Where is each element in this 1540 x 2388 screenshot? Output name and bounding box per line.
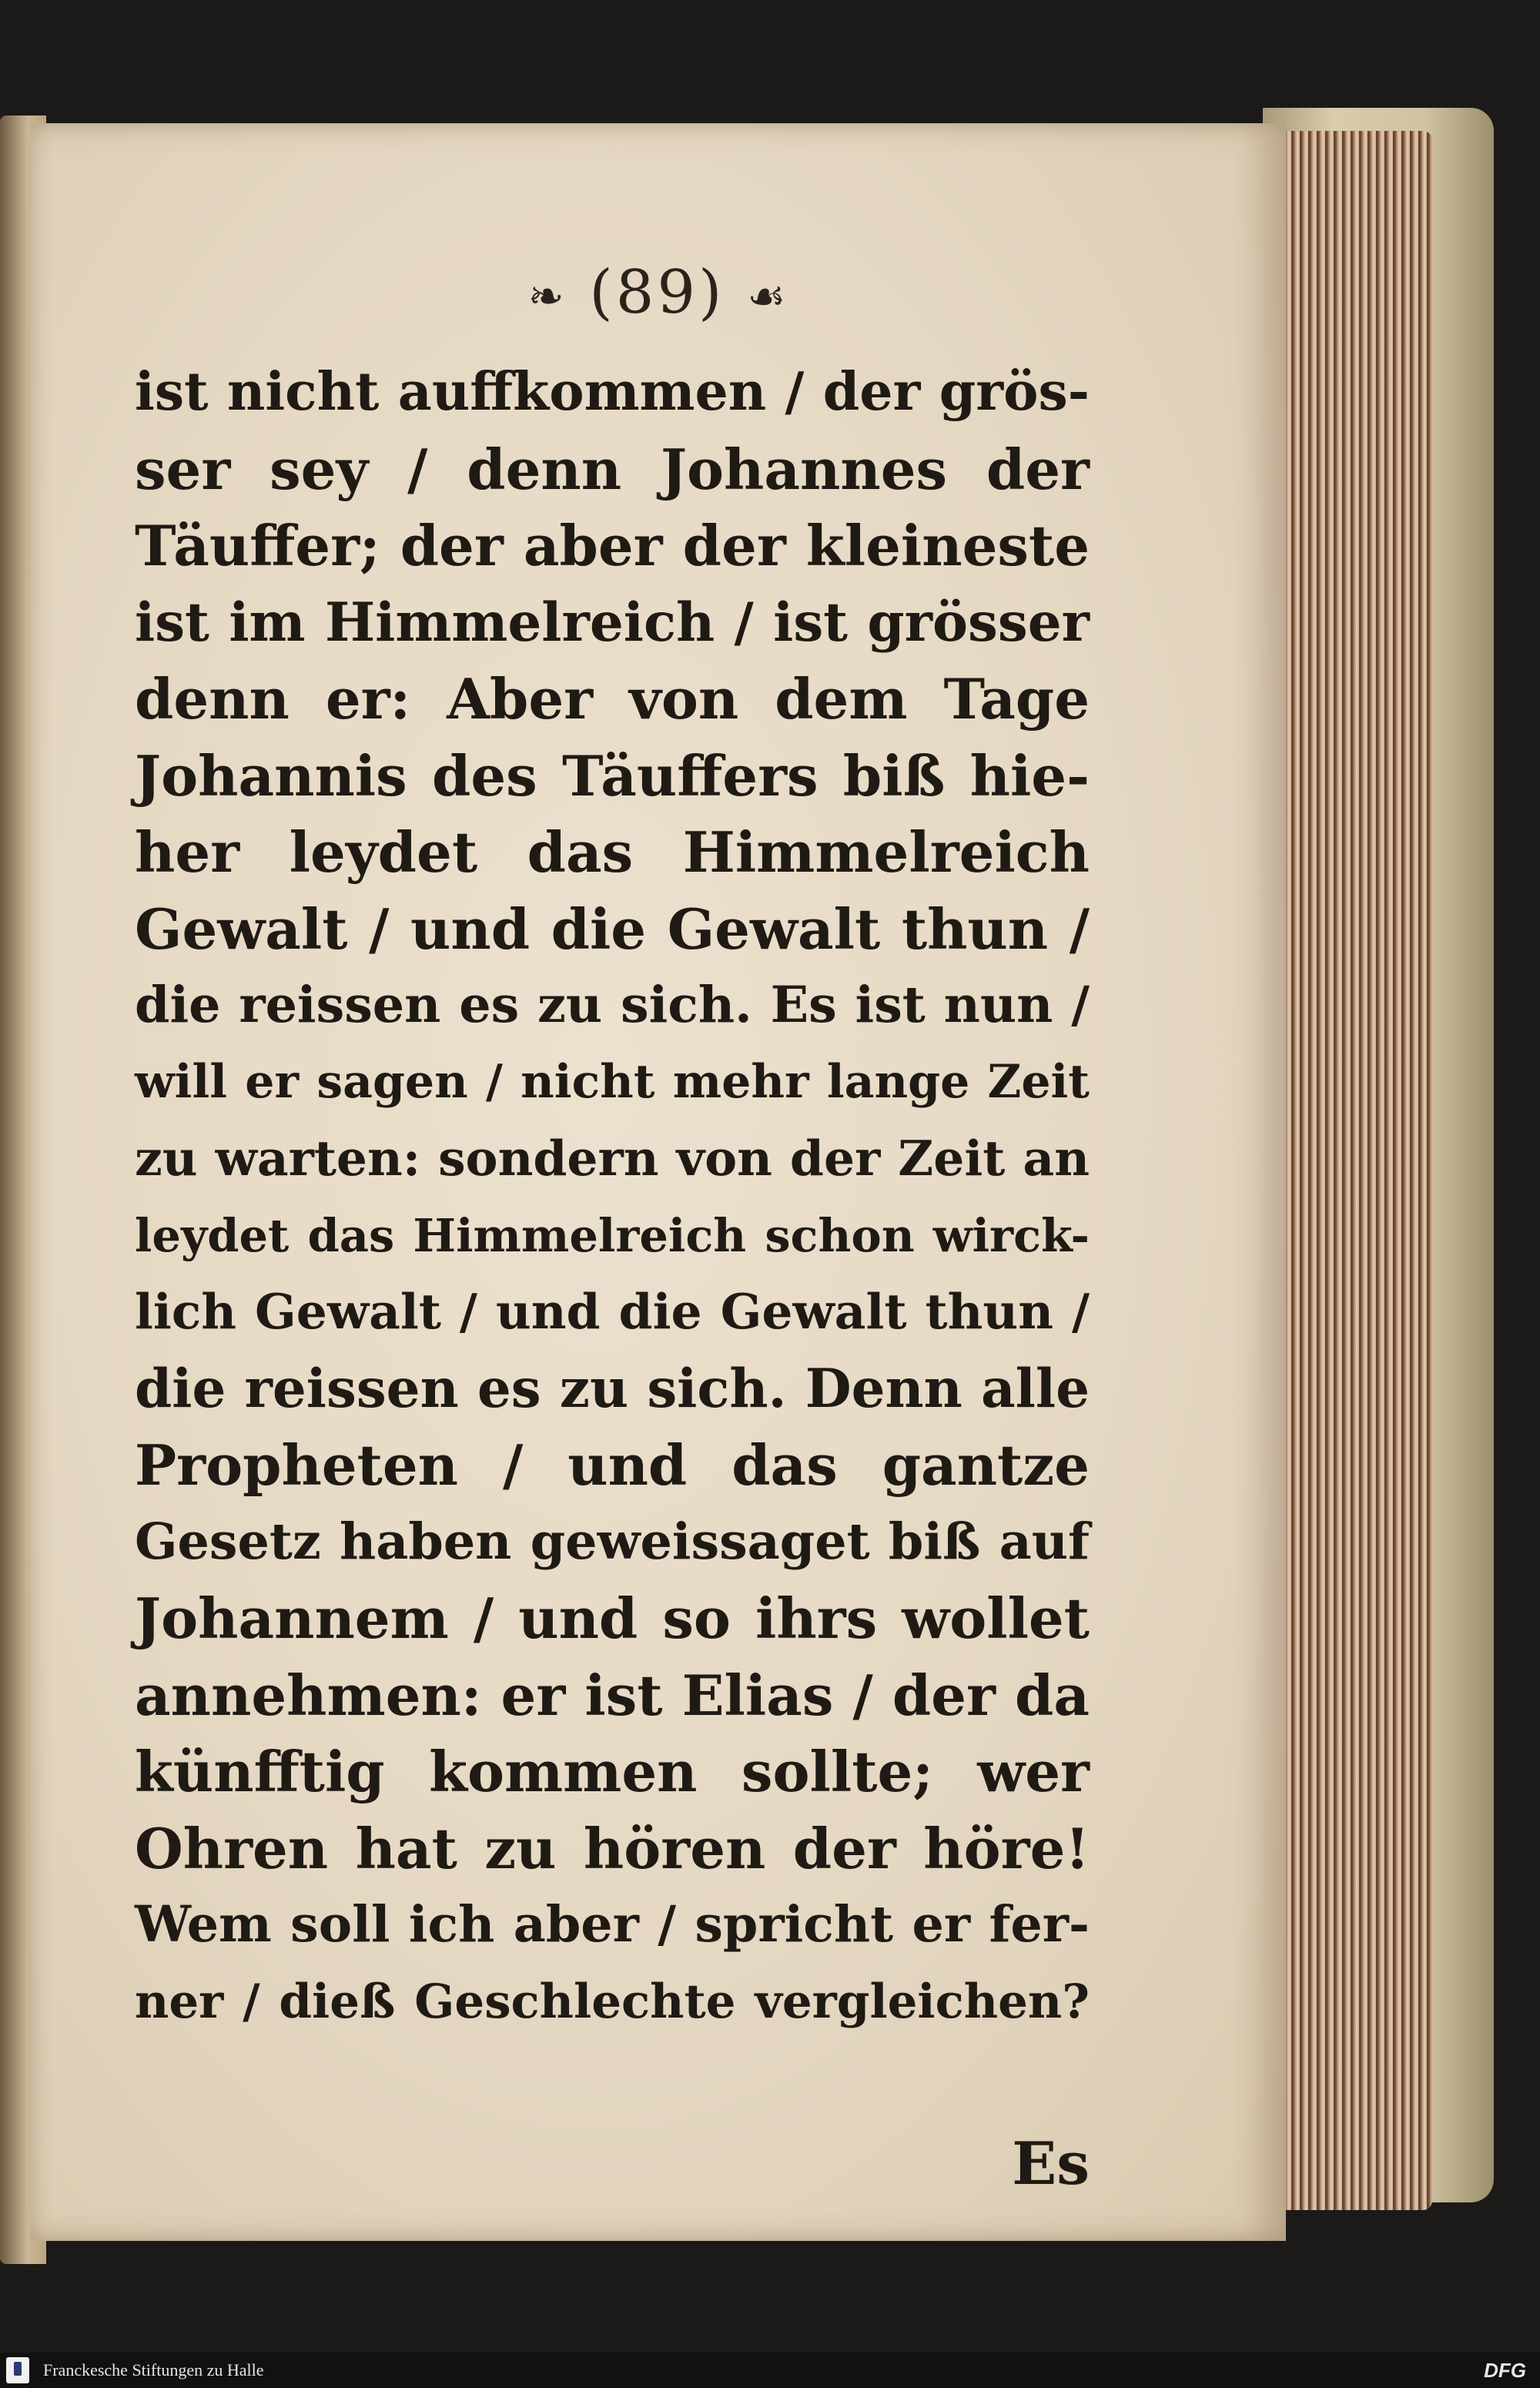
text-line: ist im Himmelreich / ist grösser (135, 591, 1090, 654)
catchword: Es (1012, 2129, 1090, 2198)
text-line: Propheten / und das gantze (135, 1432, 1090, 1498)
text-line: her leydet das Himmelreich (135, 819, 1090, 885)
dfg-logo: DFG (1484, 2359, 1526, 2382)
text-line: künfftig kommen sollte; wer (135, 1739, 1090, 1804)
text-line: Täuffer; der aber der kleineste (135, 513, 1090, 578)
text-line: Wem soll ich aber / spricht er fer- (135, 1895, 1090, 1954)
footer-bar (0, 2353, 1540, 2388)
ornament-right-icon: ☙ (747, 272, 789, 322)
text-line: Johannis des Täuffers biß hie- (135, 742, 1090, 809)
text-line: annehmen: er ist Elias / der da (135, 1662, 1090, 1728)
text-line: lich Gewalt / und die Gewalt thun / (135, 1283, 1090, 1340)
body-text (135, 354, 1090, 2198)
page-number: (89) (589, 258, 725, 327)
text-line: Ohren hat zu hören der höre! (135, 1815, 1090, 1881)
book-page (31, 123, 1286, 2241)
text-line: ser sey / denn Johannes der (135, 436, 1090, 502)
text-line: die reissen es zu sich. Es ist nun / (135, 976, 1090, 1034)
text-line: Gesetz haben geweissaget biß auf (135, 1512, 1090, 1571)
text-line: die reissen es zu sich. Denn alle (135, 1357, 1090, 1420)
page-header (31, 258, 1286, 327)
institution-name: Franckesche Stiftungen zu Halle (43, 2360, 264, 2380)
text-line: denn er: Aber von dem Tage (135, 666, 1090, 732)
text-line: leydet das Himmelreich schon wirck- (135, 1208, 1090, 1262)
text-line: Johannem / und so ihrs wollet (135, 1586, 1090, 1651)
ornament-left-icon: ❧ (527, 272, 567, 322)
text-line: zu warten: sondern von der Zeit an (135, 1130, 1090, 1187)
text-line: ner / dieß Geschlechte vergleichen? (135, 1974, 1090, 2029)
institution-logo-icon (6, 2357, 29, 2383)
text-line: ist nicht auffkommen / der grös- (135, 361, 1090, 423)
text-line: Gewalt / und die Gewalt thun / (135, 896, 1090, 962)
text-line: will er sagen / nicht mehr lange Zeit (135, 1054, 1090, 1109)
